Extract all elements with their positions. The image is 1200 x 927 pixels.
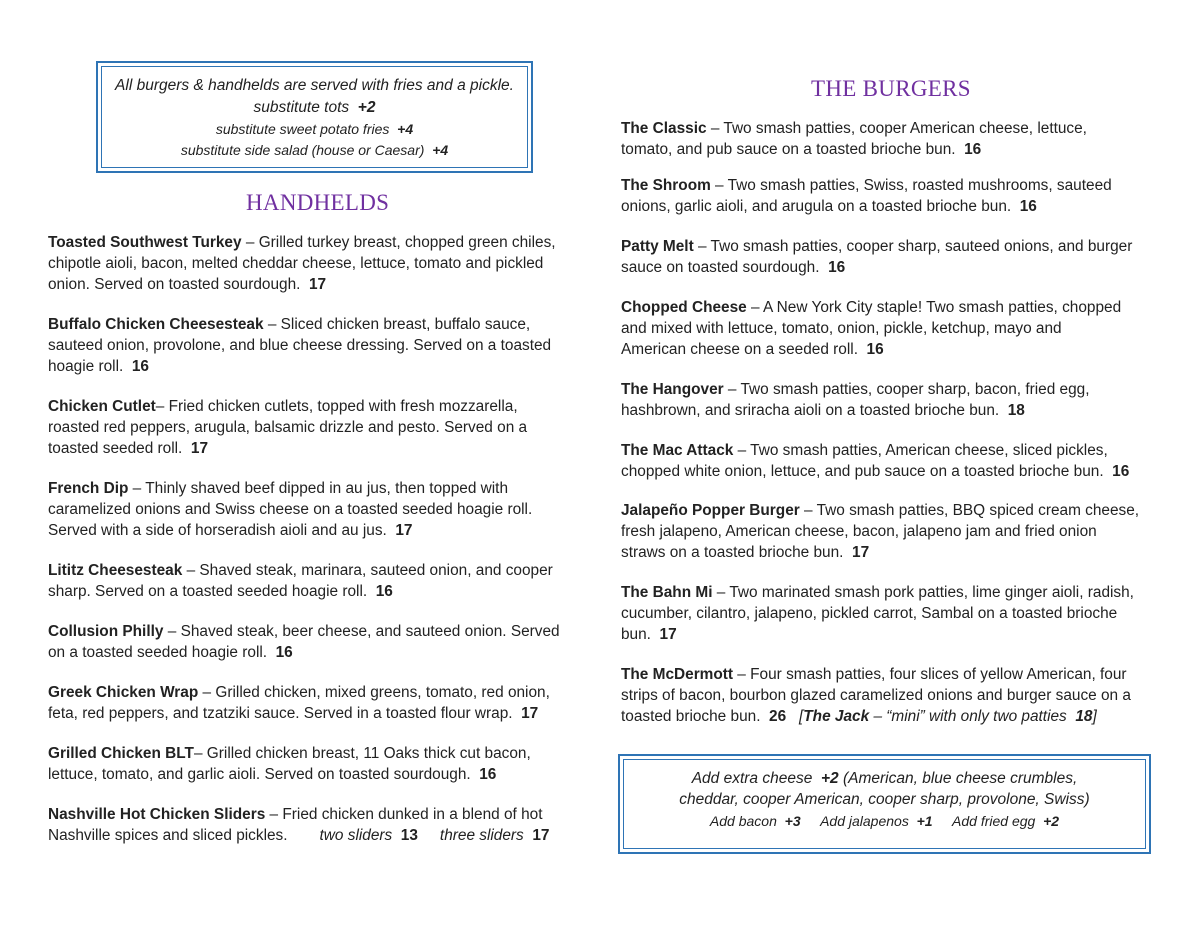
item-description: sharp. Served on a toasted seeded hoagie roll. [48, 583, 368, 600]
item-description: Shaved steak, marinara, sauteed onion, and cooper [199, 562, 553, 579]
add-jalapenos-price: +1 [916, 813, 933, 829]
item-description: Thinly shaved beef dipped in au jus, then topped with [145, 480, 509, 497]
item-name: Chicken Cutlet [48, 398, 156, 415]
item-name: Chopped Cheese [621, 299, 747, 316]
item-price: 17 [659, 626, 677, 643]
item-name: The Bahn Mi [621, 584, 713, 601]
menu-item [621, 500, 1161, 563]
menu-item [48, 314, 578, 377]
menu-item [621, 440, 1161, 482]
sub-side-salad-label: substitute side salad (house or Caesar) [180, 142, 425, 158]
item-price: 16 [375, 583, 393, 600]
item-separator: – [128, 480, 146, 497]
item-separator: – [241, 234, 259, 251]
menu-item [621, 379, 1161, 421]
item-description: lettuce, tomato, and garlic aioli. Served on toasted sourdough. [48, 766, 471, 783]
item-separator: – [265, 806, 283, 823]
item-price: 16 [479, 766, 497, 783]
item-description: Two marinated smash pork patties, lime ginger aioli, radish, [729, 584, 1134, 601]
slider-option-price: 13 [400, 827, 418, 844]
item-price: 16 [1112, 463, 1130, 480]
add-bacon-price: +3 [784, 813, 801, 829]
item-description: Fried chicken cutlets, topped with fresh mozzarella, [168, 398, 518, 415]
item-description: Fried chicken dunked in a blend of hot [282, 806, 543, 823]
sub-tots-label: substitute tots [253, 99, 350, 116]
item-description: roasted red peppers, arugula, balsamic drizzle and pesto. Served on a [48, 419, 528, 436]
add-bacon-label: Add bacon [709, 813, 777, 829]
item-description: on a toasted seeded hoagie roll. [48, 644, 268, 661]
item-separator: – [723, 381, 741, 398]
item-name: Buffalo Chicken Cheesesteak [48, 316, 264, 333]
item-description: Sliced chicken breast, buffalo sauce, [280, 316, 531, 333]
cheese-options: (American, blue cheese crumbles, [842, 770, 1078, 787]
item-separator: – [706, 120, 724, 137]
item-price: 16 [866, 341, 884, 358]
item-description: toasted seeded roll. [48, 440, 183, 457]
jack-bracket: [ [799, 708, 804, 725]
sub-sweet-potato [98, 121, 531, 137]
item-description: A New York City staple! Two smash patties, chopped [762, 299, 1122, 316]
item-name: The Mac Attack [621, 442, 734, 459]
add-ons [620, 813, 1149, 829]
item-separator: – [733, 442, 751, 459]
extra-cheese [620, 770, 1149, 788]
sub-side-salad-price: +4 [432, 142, 449, 158]
item-name: The Classic [621, 120, 707, 137]
menu-item [621, 297, 1161, 360]
item-description: fresh jalapeno, American cheese, bacon, jalapeno jam and fried onion [621, 523, 1097, 540]
item-description: American cheese on a seeded roll. [621, 341, 858, 358]
add-egg-price: +2 [1043, 813, 1060, 829]
item-description: chipotle aioli, bacon, melted cheddar cheese, lettuce, tomato and pickled [48, 255, 544, 272]
extras-info-box [618, 754, 1151, 854]
menu-item [48, 396, 578, 459]
add-egg-label: Add fried egg [952, 813, 1036, 829]
item-name: Greek Chicken Wrap [48, 684, 199, 701]
item-description: sauce on toasted sourdough. [621, 259, 820, 276]
sub-sweet-potato-label: substitute sweet potato fries [215, 121, 390, 137]
menu-item [621, 118, 1161, 160]
item-description: Grilled turkey breast, chopped green chiles, [258, 234, 556, 251]
item-name: Toasted Southwest Turkey [48, 234, 242, 251]
item-price: 26 [769, 708, 787, 725]
item-separator: – [163, 623, 181, 640]
extra-cheese-label: Add extra cheese [691, 770, 813, 787]
menu-item [621, 175, 1161, 217]
sub-side-salad [98, 142, 531, 158]
item-price: 18 [1007, 402, 1025, 419]
item-name: The Hangover [621, 381, 724, 398]
menu-item [48, 232, 578, 295]
item-name: Jalapeño Popper Burger [621, 502, 800, 519]
menu-item [48, 804, 578, 846]
menu-item [621, 664, 1161, 727]
handhelds-heading: HANDHELDS [246, 190, 390, 215]
item-separator: – [182, 562, 200, 579]
item-description: Grilled chicken, mixed greens, tomato, red onion, [215, 684, 550, 701]
item-description: Two smash patties, Swiss, roasted mushrooms, sauteed [727, 177, 1112, 194]
item-price: 16 [275, 644, 293, 661]
item-price: 17 [190, 440, 209, 457]
item-description: Two smash patties, cooper American cheese, lettuce, [723, 120, 1087, 137]
sides-note: All burgers & handhelds are served with fries and a pickle. [115, 77, 514, 94]
menu-item [621, 236, 1161, 278]
item-separator: – [198, 684, 216, 701]
item-description: strips of bacon, bourbon glazed caramelized onions and burger sauce on a [621, 687, 1131, 704]
item-price: 17 [308, 276, 327, 293]
item-description: Grilled chicken breast, 11 Oaks thick cut bacon, [206, 745, 531, 762]
item-description: Two smash patties, cooper sharp, bacon, fried egg, [740, 381, 1090, 398]
item-description: caramelized onions and Swiss cheese on a toasted seeded hoagie roll. [48, 501, 533, 518]
item-description: hoagie roll. [48, 358, 124, 375]
add-jalapenos-label: Add jalapenos [820, 813, 909, 829]
burgers-heading: THE BURGERS [811, 76, 971, 101]
item-separator: – [733, 666, 751, 683]
item-description: sauteed onion, provolone, and blue cheese dressing. Served on a toasted [48, 337, 552, 354]
item-price: 17 [521, 705, 539, 722]
menu-item [48, 621, 578, 663]
slider-option-price: 17 [532, 827, 550, 844]
item-price: 17 [395, 522, 413, 539]
item-description: cucumber, cilantro, jalapeno, pickled carrot, Sambal on a toasted brioche [621, 605, 1118, 622]
item-name: Collusion Philly [48, 623, 164, 640]
sides-info-box [96, 61, 533, 173]
slider-option-label: two sliders [319, 827, 393, 844]
item-separator: – [155, 398, 169, 415]
item-name: The Shroom [621, 177, 711, 194]
item-description: Two smash patties, BBQ spiced cream cheese, [816, 502, 1140, 519]
item-separator: – [799, 502, 817, 519]
item-description: toasted brioche bun. [621, 708, 761, 725]
menu-item [48, 560, 578, 602]
jack-bracket: ] [1092, 708, 1097, 725]
item-description: and mixed with lettuce, tomato, onion, pickle, ketchup, mayo and [621, 320, 1062, 337]
item-description: hashbrown, and sriracha aioli on a toasted brioche bun. [621, 402, 1000, 419]
item-price: 16 [131, 358, 149, 375]
slider-option-label: three sliders [439, 827, 524, 844]
item-separator: – [746, 299, 763, 316]
item-price: 16 [828, 259, 846, 276]
menu-item [48, 682, 578, 724]
item-separator: – [263, 316, 281, 333]
menu-item [48, 743, 578, 785]
item-name: Patty Melt [621, 238, 694, 255]
item-description: tomato, and pub sauce on a toasted brioche bun. [621, 141, 956, 158]
item-separator: – [693, 238, 711, 255]
menu-item [621, 582, 1161, 645]
item-separator: – [710, 177, 728, 194]
jack-name: The Jack [803, 708, 870, 725]
item-name: Nashville Hot Chicken Sliders [48, 806, 266, 823]
item-description: Two smash patties, American cheese, sliced pickles, [750, 442, 1108, 459]
item-price: 17 [852, 544, 870, 561]
item-name: Lititz Cheesesteak [48, 562, 183, 579]
item-description: Two smash patties, cooper sharp, sauteed onions, and burger [710, 238, 1133, 255]
item-description: Four smash patties, four slices of yellow American, four [750, 666, 1127, 683]
sub-tots [98, 99, 531, 117]
menu-item [48, 478, 578, 541]
jack-description: – “mini” with only two patties [869, 708, 1067, 725]
item-price: 16 [1019, 198, 1037, 215]
item-separator: – [712, 584, 730, 601]
item-description: straws on a toasted brioche bun. [621, 544, 844, 561]
item-description: feta, red peppers, and tzatziki sauce. Served in a toasted flour wrap. [48, 705, 513, 722]
item-description: Served with a side of horseradish aioli and au jus. [48, 522, 387, 539]
item-description: onions, garlic aioli, and arugula on a toasted brioche bun. [621, 198, 1012, 215]
extra-cheese-price: +2 [820, 770, 839, 787]
item-separator: – [193, 745, 207, 762]
sub-tots-price: +2 [357, 99, 376, 116]
item-description: Shaved steak, beer cheese, and sauteed onion. Served [180, 623, 560, 640]
item-description: onion. Served on toasted sourdough. [48, 276, 301, 293]
item-description: bun. [621, 626, 651, 643]
item-description: chopped white onion, lettuce, and pub sauce on a toasted brioche bun. [621, 463, 1104, 480]
jack-price: 18 [1075, 708, 1093, 725]
item-name: Grilled Chicken BLT [48, 745, 194, 762]
item-price: 16 [964, 141, 982, 158]
item-description: Nashville spices and sliced pickles. [48, 827, 288, 844]
sub-sweet-potato-price: +4 [397, 121, 414, 137]
item-name: The McDermott [621, 666, 734, 683]
item-name: French Dip [48, 480, 129, 497]
cheese-options-cont: cheddar, cooper American, cooper sharp, provolone, Swiss) [679, 791, 1090, 808]
